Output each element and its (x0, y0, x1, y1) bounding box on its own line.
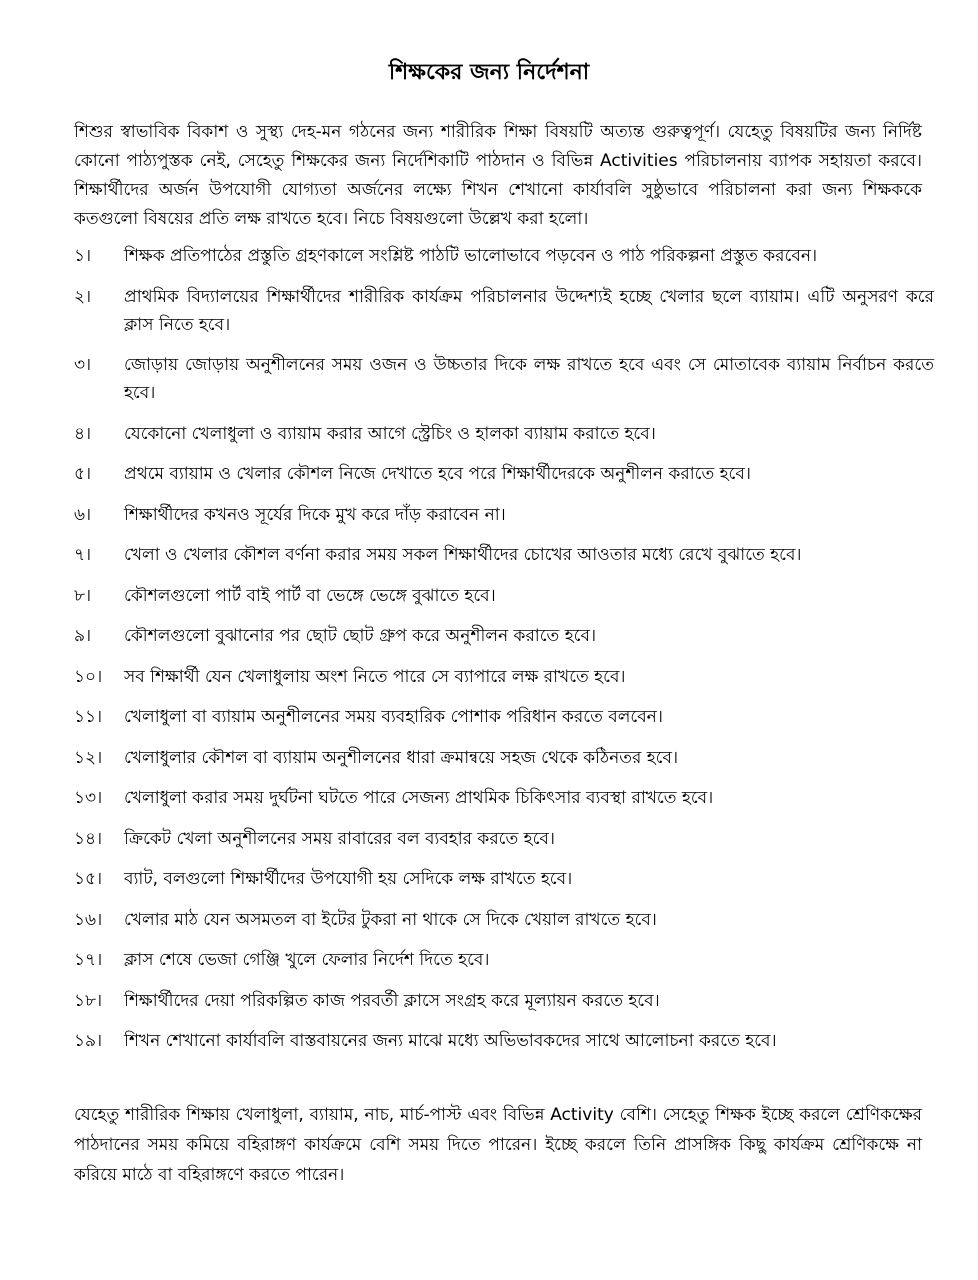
item-text: কৌশলগুলো বুঝানোর পর ছোট ছোট গ্রুপ করে অনুশীলন করাতে হবে। (124, 626, 597, 646)
list-item (74, 501, 934, 529)
item-text: শিক্ষার্থীদের দেয়া পরিকল্পিত কাজ পরবর্তী ক্লাসে সংগ্রহ করে মূল্যায়ন করতে হবে। (124, 990, 660, 1011)
item-number: ১২। (74, 747, 103, 768)
item-text: ব্যাট, বলগুলো শিক্ষার্থীদের উপযোগী হয় সেদিকে লক্ষ রাখতে হবে। (124, 869, 573, 889)
list-item (74, 987, 934, 1015)
item-text: শিক্ষার্থীদের কখনও সূর্যের দিকে মুখ করে দাঁড় করাবেন না। (124, 504, 506, 525)
list-item (74, 582, 934, 610)
item-number: ১৯। (74, 1031, 103, 1051)
list-item (74, 906, 934, 934)
list-item (74, 865, 934, 893)
item-text: খেলাধুলা করার সময় দুর্ঘটনা ঘটতে পারে সেজন্য প্রাথমিক চিকিৎসার ব্যবস্থা রাখতে হবে। (124, 788, 714, 808)
item-text: ক্লাস শেষে ভেজা গেঞ্জি খুলে ফেলার নির্দেশ দিতে হবে। (124, 950, 490, 970)
item-text: সব শিক্ষার্থী যেন খেলাধুলায় অংশ নিতে পারে সে ব্যাপারে লক্ষ রাখতে হবে। (124, 666, 626, 687)
list-item (74, 663, 934, 691)
item-text: প্রথমে ব্যায়াম ও খেলার কৌশল নিজে দেখাতে হবে পরে শিক্ষার্থীদেরকে অনুশীলন করাতে হবে। (124, 464, 751, 484)
list-item (74, 242, 934, 270)
list-item (74, 351, 934, 407)
item-number: ২। (74, 286, 92, 307)
item-number: ১৭। (74, 950, 103, 970)
item-number: ৬। (74, 504, 92, 525)
item-text: শিক্ষক প্রতিপাঠের প্রস্তুতি গ্রহণকালে সংশ্লিষ্ট পাঠটি ভালোভাবে পড়বেন ও পাঠ পরিকল্পনা প্রস্তুত করবেন। (124, 246, 818, 266)
item-number: ৯। (74, 626, 92, 646)
item-number: ১৩। (74, 788, 103, 808)
item-number: ৫। (74, 464, 92, 484)
item-text: খেলাধুলার কৌশল বা ব্যায়াম অনুশীলনের ধারা ক্রমান্বয়ে সহজ থেকে কঠিনতর হবে। (124, 747, 679, 768)
instruction-list (74, 242, 934, 1068)
item-number: ১৬। (74, 909, 103, 930)
item-number: ১৫। (74, 869, 103, 889)
item-text: কৌশলগুলো পার্ট বাই পার্ট বা ভেঙ্গে ভেঙ্গে বুঝাতে হবে। (124, 585, 496, 606)
item-text: জোড়ায় জোড়ায় অনুশীলনের সময় ওজন ও উচ্চতার দিকে লক্ষ রাখতে হবে এবং সে মোতাবেক ব্যায়াম নির্বাচন করতে হবে। (124, 355, 934, 403)
item-text: ক্রিকেট খেলা অনুশীলনের সময় রাবারের বল ব্যবহার করতে হবে। (124, 828, 555, 849)
list-item (74, 744, 934, 772)
list-item (74, 946, 934, 974)
item-text: প্রাথমিক বিদ্যালয়ের শিক্ষার্থীদের শারীরিক কার্যক্রম পরিচালনার উদ্দেশ্যই হচ্ছে খেলার ছলে ব্যায়াম। এটি অনুসরণ করে ক্লাস নিতে হবে। (124, 286, 934, 335)
item-number: ১১। (74, 707, 103, 727)
item-number: ৩। (74, 355, 92, 375)
item-number: ১৮। (74, 990, 103, 1011)
item-text: খেলাধুলা বা ব্যায়াম অনুশীলনের সময় ব্যবহারিক পোশাক পরিধান করতে বলবেন। (124, 707, 663, 727)
list-item (74, 825, 934, 853)
page-title: শিক্ষকের জন্য নির্দেশনা (388, 60, 590, 85)
list-item (74, 784, 934, 812)
closing-paragraph: যেহেতু শারীরিক শিক্ষায় খেলাধুলা, ব্যায়াম, নাচ, মার্চ-পাস্ট এবং বিভিন্ন Activity বেশি। সেহেতু শিক্ষক ইচ্ছে করলে শ্রেণিকক্ষের পাঠদানের সময় কমিয়ে বহিরাঙ্গণ কার্যক্রমে বেশি সময় দিতে পারেন। ইচ্ছে করলে তিনি প্রাসঙ্গিক কিছু কার্যক্রম শ্রেণিকক্ষে না করিয়ে মাঠে বা বহিরাঙ্গণে করতে পারেন। (74, 1105, 922, 1185)
item-number: ৭। (74, 545, 92, 565)
list-item (74, 622, 934, 650)
list-item (74, 420, 934, 448)
list-item (74, 283, 934, 339)
list-item (74, 460, 934, 488)
item-text: যেকোনো খেলাধুলা ও ব্যায়াম করার আগে স্ট্রেচিং ও হালকা ব্যায়াম করাতে হবে। (124, 423, 656, 444)
item-number: ১৪। (74, 828, 103, 849)
list-item (74, 541, 934, 569)
intro-paragraph: শিশুর স্বাভাবিক বিকাশ ও সুস্থ্য দেহ-মন গঠনের জন্য শারীরিক শিক্ষা বিষয়টি অত্যন্ত গুরুত্বপূর্ণ। যেহেতু বিষয়টির জন্য নির্দিষ্ট কোনো পাঠ্যপুস্তক নেই, সেহেতু শিক্ষকের জন্য নির্দেশিকাটি পাঠদান ও বিভিন্ন Activities পরিচালনায় ব্যাপক সহায়তা করবে। শিক্ষার্থীদের অর্জন উপযোগী যোগ্যতা অর্জনের লক্ষ্যে শিখন শেখানো কার্যাবলি সুষ্ঠুভাবে পরিচালনা করা জন্য শিক্ষককে কতগুলো বিষয়ের প্রতি লক্ষ রাখতে হবে। নিচে বিষয়গুলো উল্লেখ করা হলো। (74, 122, 922, 229)
list-item (74, 1027, 934, 1055)
list-item (74, 703, 934, 731)
item-number: ৮। (74, 585, 92, 606)
item-text: শিখন শেখানো কার্যাবলি বাস্তবায়নের জন্য মাঝে মধ্যে অভিভাবকদের সাথে আলোচনা করতে হবে। (124, 1031, 777, 1051)
item-text: খেলা ও খেলার কৌশল বর্ণনা করার সময় সকল শিক্ষার্থীদের চোখের আওতার মধ্যে রেখে বুঝাতে হবে। (124, 545, 802, 565)
item-number: ৪। (74, 423, 92, 444)
item-number: ১। (74, 246, 92, 266)
item-text: খেলার মাঠ যেন অসমতল বা ইটের টুকরা না থাকে সে দিকে খেয়াল রাখতে হবে। (124, 909, 657, 930)
item-number: ১০। (74, 666, 103, 687)
